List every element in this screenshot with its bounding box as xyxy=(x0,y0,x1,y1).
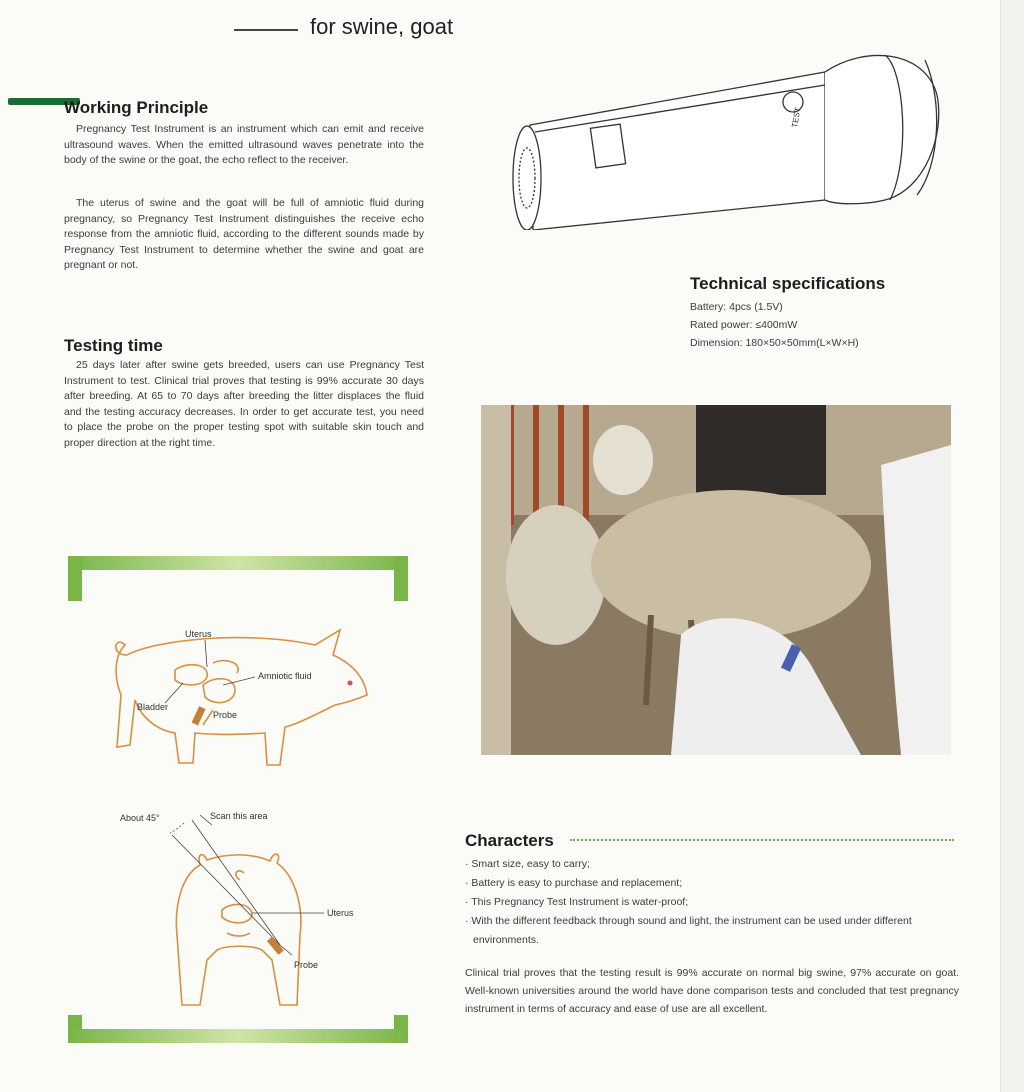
working-principle-paragraph-1: Pregnancy Test Instrument is an instrument which can emit and receive ultrasound waves. When the emitted ultrasound waves penetrate into the body of the swine or the goat, the echo reflect to the receiver. xyxy=(64,123,424,166)
testing-time-paragraph: 25 days later after swine gets breeded, users can use Pregnancy Test Instrument to test. Clinical trial proves that testing is 99% accurate 30 days after breeding. At 65 to 70 days after breeding the litter displaces the fluid and the testing accuracy decreases. In order to get accurate test, you need to place the probe on the proper testing spot with suitable skin touch and proper direction at the right time. xyxy=(64,359,424,449)
pig-label-probe: Probe xyxy=(213,710,238,720)
characters-dotted-rule xyxy=(570,839,954,841)
rear-label-angle: About 45° xyxy=(120,813,160,823)
device-illustration xyxy=(505,40,950,230)
technical-specifications-title: Technical specifications xyxy=(690,274,886,293)
spec-power: Rated power: ≤400mW xyxy=(690,319,798,331)
pig-label-uterus: Uterus xyxy=(185,629,212,639)
pig-rear-diagram xyxy=(112,805,372,1015)
pig-side-diagram xyxy=(95,615,385,780)
characters-item: · Battery is easy to purchase and replacement; xyxy=(465,874,960,893)
goat-testing-photo xyxy=(481,405,951,755)
diagram-frame-bottom xyxy=(68,1015,408,1043)
header-subtitle: for swine, goat xyxy=(310,14,454,39)
page-edge xyxy=(1000,0,1024,1092)
rear-label-uterus: Uterus xyxy=(327,908,354,918)
rear-label-scan: Scan this area xyxy=(210,811,268,821)
characters-list xyxy=(465,855,960,950)
characters-item: · With the different feedback through sound and light, the instrument can be used under different environments. xyxy=(465,912,960,950)
rear-label-probe: Probe xyxy=(294,960,319,970)
pig-label-bladder: Bladder xyxy=(137,702,169,712)
spec-dimension: Dimension: 180×50×50mm(L×W×H) xyxy=(690,337,859,349)
testing-time-title: Testing time xyxy=(64,336,163,355)
diagram-frame-top xyxy=(68,556,408,606)
working-principle-paragraph-2: The uterus of swine and the goat will be full of amniotic fluid during pregnancy, so Pregnancy Test Instrument distinguishes the receive echo response from the amniotic fluid, according to the different sounds made by Pregnancy Test Instrument to determine whether the swine and goat are pregnant or not. xyxy=(64,197,424,271)
pig-label-amniotic: Amniotic fluid xyxy=(258,671,312,681)
characters-item: · This Pregnancy Test Instrument is water-proof; xyxy=(465,893,960,912)
characters-item: · Smart size, easy to carry; xyxy=(465,855,960,874)
working-principle-title: Working Principle xyxy=(64,98,209,117)
clinical-trial-paragraph: Clinical trial proves that the testing result is 99% accurate on normal big swine, 97% accurate on goat. Well-known universities around the world have done comparison tests and concluded that test pregnancy instrument in terms of accuracy and ease of use are all excellent. xyxy=(465,967,959,1015)
characters-title: Characters xyxy=(465,831,554,850)
device-test-label: TEST xyxy=(790,106,803,129)
technical-specifications-list xyxy=(690,298,859,352)
spec-battery: Battery: 4pcs (1.5V) xyxy=(690,301,783,313)
header-rule xyxy=(234,29,298,31)
